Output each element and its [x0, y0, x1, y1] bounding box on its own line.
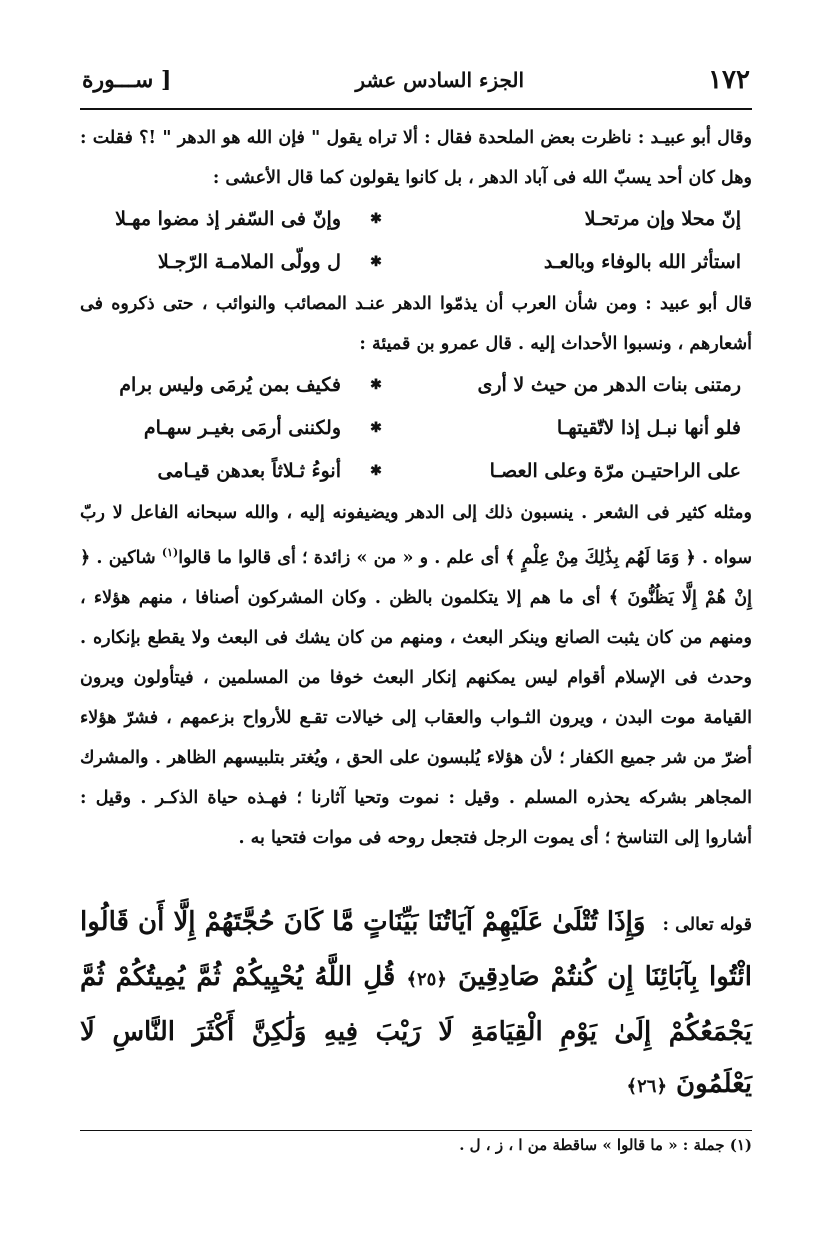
- hemistich-first: على الراحتيـن مرّة وعلى العصـا: [489, 460, 741, 482]
- hemistich-first: إنّ محلا وإن مرتحـلا: [584, 208, 741, 230]
- hemistich-first: رمتنى بنات الدهر من حيث لا أرى: [477, 374, 741, 396]
- poem-al-asha: [80, 198, 752, 284]
- paragraph-3-part-a: ومثله كثير فى الشعر . ينسبون ذلك إلى الدهر ويضيفونه إليه ، والله سبحانه الفاعل لا ربّ سواه . ﴿ وَمَا لَهُم بِذَٰلِكَ مِنْ عِلْمٍ ﴾ أى علم . و « من » زائدة ؛ أى قالوا ما قالوا: [80, 503, 752, 568]
- poem-verse: [80, 198, 752, 241]
- ayah-number-25: ﴿٢٥﴾: [406, 969, 447, 990]
- paragraph-2: قال أبو عبيد : ومن شأن العرب أن يذمّوا الدهر عنـد المصائب والنوائب ، حتى ذكروه فى أشعارهم ، ونسبوا الأحداث إليه . قال عمرو بن قميئة :: [80, 294, 752, 354]
- poem-verse: [80, 241, 752, 284]
- poem-verse: [80, 407, 752, 450]
- page-number: ١٧٢: [708, 65, 750, 95]
- footnote-divider: [80, 1130, 752, 1131]
- paragraph-3-part-b: شاكين . ﴿ إِنْ هُمْ إِلَّا يَظُنُّونَ ﴾ أى ما هم إلا يتكلمون بالظن . وكان المشركون أصنافا ، منهم هؤلاء ، ومنهم من كان يثبت الصانع وينكر البعث ، ومنهم من كان يشك فى البعث ولا يقطع بإنكاره . وحدث فى الإسلام أقوام ليس يمكنهم إنكار البعث خوفا من المسلمين ، فيتأولون ويرون القيامة موت البدن ، ويرون الثـواب والعقاب إلى خيالات تقـع للأرواح بزعمهم ، فشرّ هؤلاء أضرّ من شر جميع الكفار ؛ لأن هؤلاء يُلبسون على الحق ، ويُغتر بتلبيسهم الظاهر . والمشرك المجاهر بشركه يحذره المسلم . وقيل : نموت وتحيا آثارنا ؛ فهـذه حياة الذكـر . وقيل : أشاروا إلى التناسخ ؛ أى يموت الرجل فتجعل روحه فى موات فتحيا به .: [80, 547, 752, 848]
- commentary-body: [80, 118, 752, 858]
- poem-verse: [80, 364, 752, 407]
- quran-ayah-25-text: وَإِذَا تُتْلَىٰ عَلَيْهِمْ آيَاتُنَا بَيِّنَاتٍ مَّا كَانَ حُجَّتَهُمْ إِلَّا أَن قَالُوا ائْتُوا بِآبَائِنَا إِن كُنتُمْ صَادِقِينَ: [80, 907, 752, 992]
- hemistich-second: فكيف بمن يُرمَى وليس برام: [119, 374, 341, 396]
- hemistich-second: ولكننى أرمَى بغيـر سهـام: [143, 417, 341, 439]
- verse-separator-icon: ✱: [370, 420, 382, 436]
- hemistich-second: وإنّ فى السّفر إذ مضوا مهـلا: [115, 208, 341, 230]
- hemistich-first: فلو أنها نبـل إذا لاتّقيتهـا: [556, 417, 741, 439]
- header-divider: [80, 108, 752, 110]
- verse-separator-icon: ✱: [370, 254, 382, 270]
- page-header: [82, 58, 750, 102]
- ayah-number-26: ﴿٢٦﴾: [626, 1076, 667, 1097]
- paragraph-3: [80, 493, 752, 858]
- hemistich-first: استأثر الله بالوفاء وبالعـد: [543, 251, 741, 273]
- surah-label: [ ســـورة: [82, 67, 172, 93]
- quran-verse-block: [80, 896, 752, 1113]
- quran-ayah-26-text: قُلِ اللَّهُ يُحْيِيكُمْ ثُمَّ يُمِيتُكُمْ ثُمَّ يَجْمَعُكُمْ إِلَىٰ يَوْمِ الْقِيَامَةِ لَا رَيْبَ فِيهِ وَلَٰكِنَّ أَكْثَرَ النَّاسِ لَا يَعْلَمُونَ: [80, 962, 752, 1099]
- poem-verse: [80, 450, 752, 493]
- verse-separator-icon: ✱: [370, 211, 382, 227]
- footnote-reference: (١): [161, 546, 179, 559]
- verse-separator-icon: ✱: [370, 463, 382, 479]
- footnote: (١) جملة : « ما قالوا » ساقطة من ا ، ز ، ل .: [459, 1136, 752, 1154]
- hemistich-second: أنوءُ ثـلاثاً بعدهن قيـامى: [157, 460, 341, 482]
- hemistich-second: ل وولّى الملامـة الرّجـلا: [157, 251, 341, 273]
- quran-lead: قوله تعالى :: [662, 915, 752, 935]
- verse-separator-icon: ✱: [370, 377, 382, 393]
- paragraph-1: وقال أبو عبيـد : ناظرت بعض الملحدة فقال : ألا تراه يقول " فإن الله هو الدهر " !؟ فقلت : وهل كان أحد يسبّ الله فى آباد الدهر ، بل كانوا يقولون كما قال الأعشى :: [80, 128, 752, 188]
- poem-amr-ibn-qamia: [80, 364, 752, 493]
- part-title: الجزء السادس عشر: [355, 68, 525, 92]
- quran-text: [80, 896, 752, 1113]
